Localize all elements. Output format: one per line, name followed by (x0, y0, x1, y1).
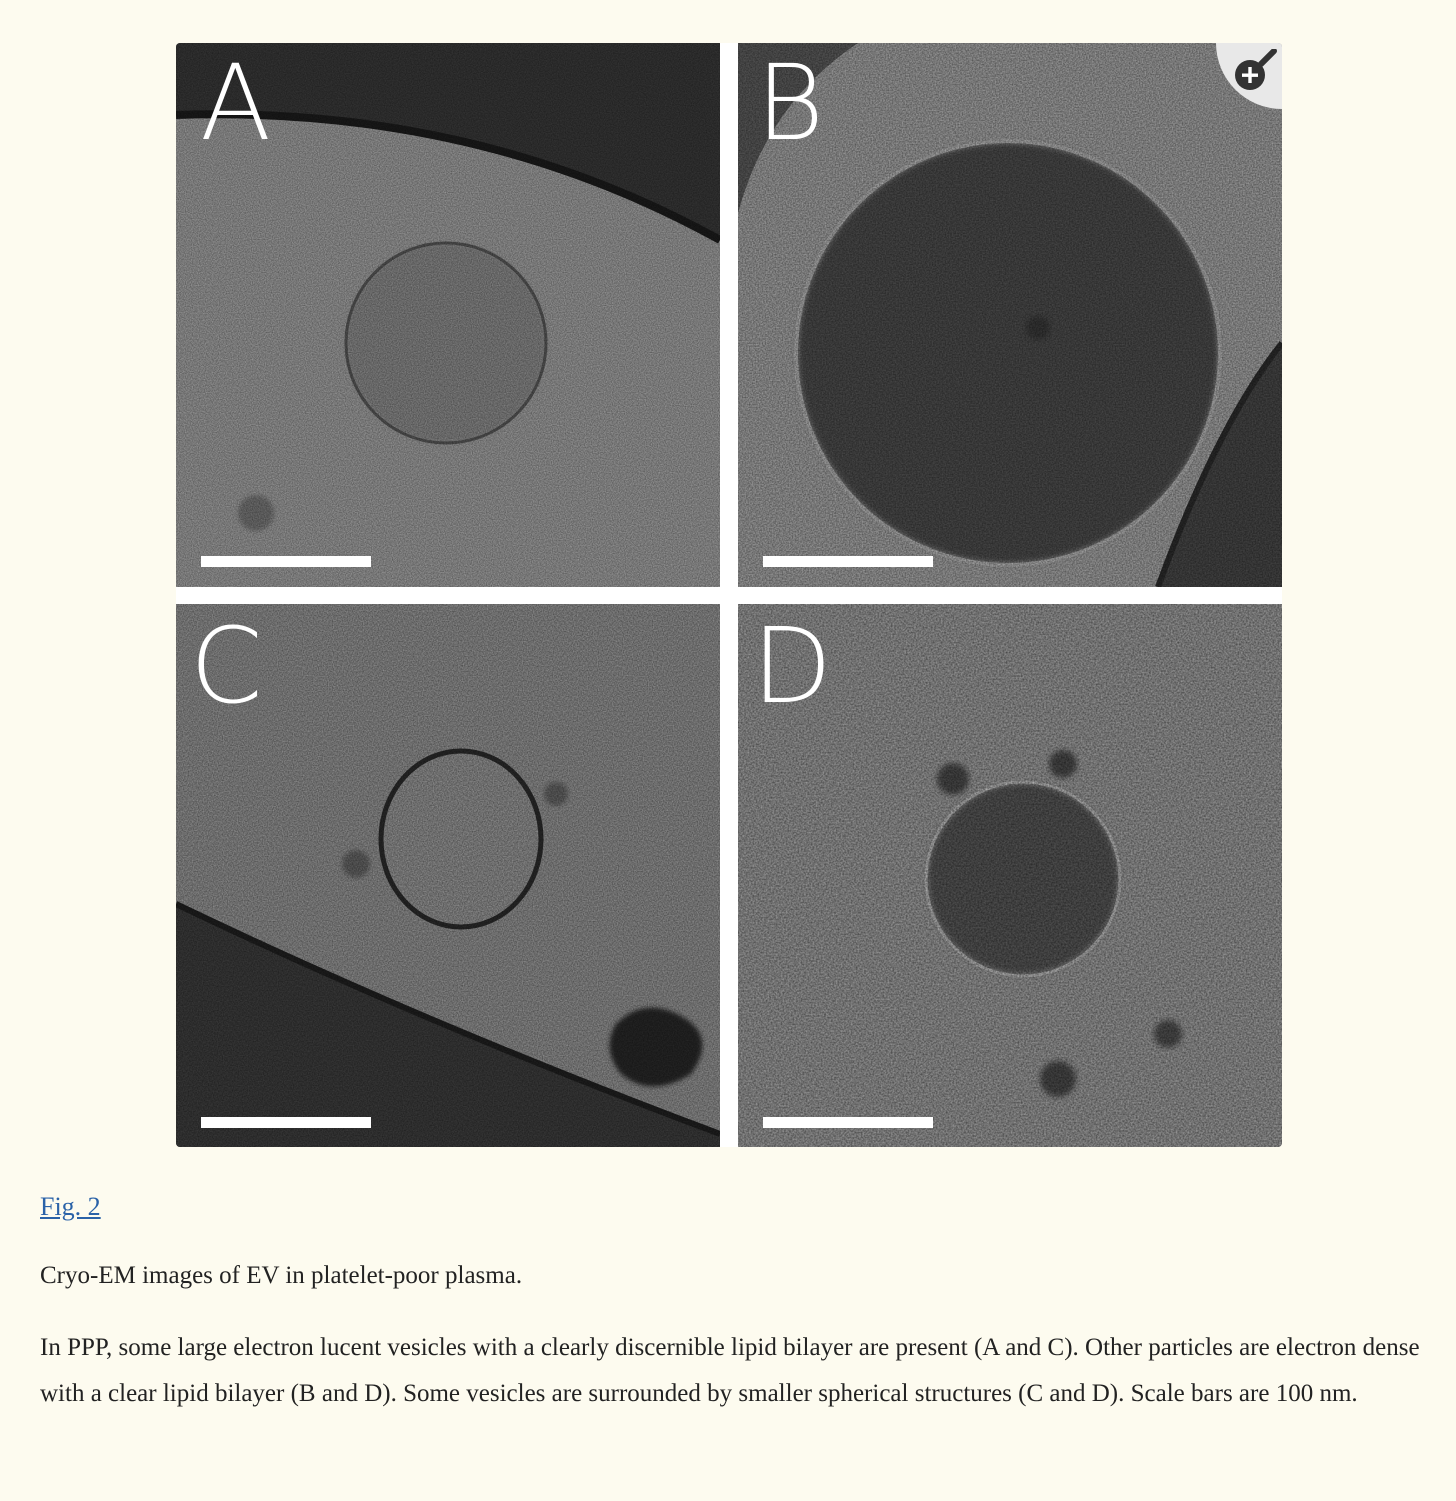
scale-bar (201, 1117, 371, 1128)
figure-image[interactable] (176, 43, 1282, 1147)
panel-c (176, 604, 720, 1147)
panel-label-b: B (756, 43, 823, 164)
panel-b (738, 43, 1282, 587)
panel-label-a: A (200, 43, 270, 164)
panel-d (738, 604, 1282, 1147)
scale-bar (763, 556, 933, 567)
panel-label-d: D (752, 605, 831, 727)
caption-body: In PPP, some large electron lucent vesicles with a clearly discernible lipid bilayer are present (A and C). Other particles are electron dense with a clear lipid bilayer (B and D). Some vesicles are surrounded by smaller spherical structures (C and D). Scale bars are 100 nm. (40, 1334, 1420, 1407)
panel-a (176, 43, 720, 587)
caption-title: Cryo-EM images of EV in platelet-poor plasma. (40, 1262, 523, 1289)
figure-link[interactable]: Fig. 2 (40, 1192, 101, 1221)
zoom-in-icon (1230, 49, 1280, 99)
panel-label-c: C (190, 605, 261, 727)
scale-bar (201, 556, 371, 567)
scale-bar (763, 1117, 933, 1128)
